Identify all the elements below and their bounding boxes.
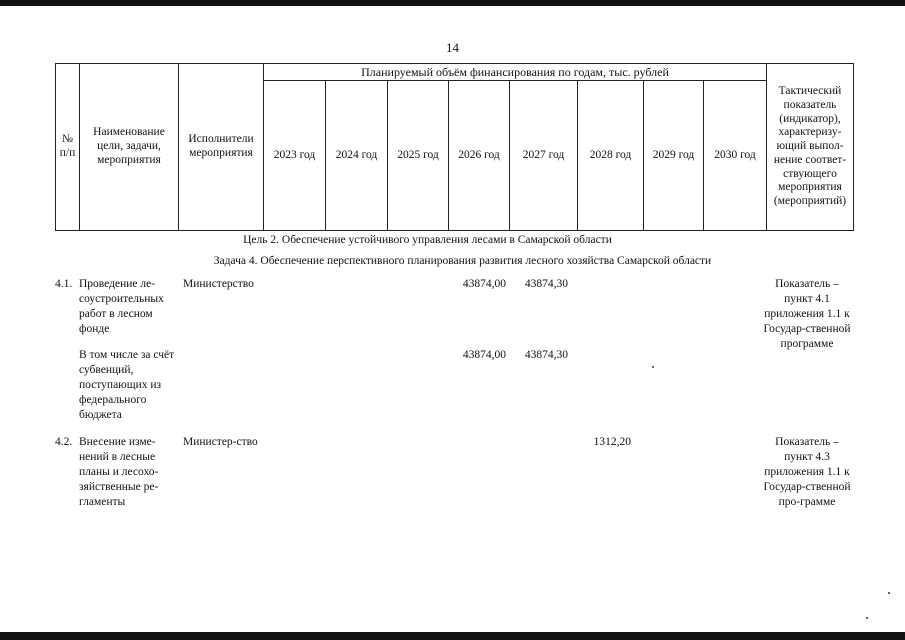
row-subsidies-value-2027: 43874,30: [524, 349, 568, 361]
header-year-2024: 2024 год: [326, 81, 388, 231]
row-4-2-executor: Министер-ство: [183, 436, 258, 448]
header-year-2027: 2027 год: [510, 81, 578, 231]
header-financing: Планируемый объём финансирования по годам, тыс. рублей: [264, 64, 767, 81]
row-4-1-number: 4.1.: [55, 278, 73, 290]
row-4-1-value-2027: 43874,30: [524, 278, 568, 290]
row-4-1-name: Проведение ле-соустроительных работ в лесном фонде: [79, 278, 164, 335]
scan-speck: [652, 366, 654, 368]
page-number: 14: [446, 40, 459, 55]
header-year-2026: 2026 год: [449, 81, 510, 231]
header-year-2025: 2025 год: [388, 81, 449, 231]
header-indicator: Тактический показатель (индикатор), характеризу-ющий выпол-нение соответ-ствующего мероприятия (мероприятий): [767, 64, 854, 231]
scan-border-top: [0, 0, 905, 6]
row-4-2-value-2028: 1312,20: [593, 436, 631, 448]
row-4-1-indicator: Показатель – пункт 4.1 приложения 1.1 к Государ-ственной программе: [763, 278, 851, 350]
header-year-2028: 2028 год: [578, 81, 644, 231]
scan-speck: [866, 617, 868, 619]
row-subsidies-name: В том числе за счёт субвенций, поступающих из федерального бюджета: [79, 349, 175, 421]
header-year-2023: 2023 год: [264, 81, 326, 231]
row-4-2-indicator: Показатель – пункт 4.3 приложения 1.1 к Государ-ственной про-грамме: [763, 436, 851, 508]
header-year-2029: 2029 год: [644, 81, 704, 231]
task-caption: Задача 4. Обеспечение перспективного планирования развития лесного хозяйства Самарской области: [213, 255, 712, 267]
header-year-2030: 2030 год: [704, 81, 767, 231]
row-4-2-name: Внесение изме-нений в лесные планы и лесохо-зяйственные ре-гламенты: [79, 436, 159, 508]
goal-caption: Цель 2. Обеспечение устойчивого управления лесами в Самарской области: [243, 234, 612, 246]
row-4-1-executor: Министерство: [183, 278, 254, 290]
header-executors: Исполнители мероприятия: [179, 64, 264, 231]
row-4-2-number: 4.2.: [55, 436, 73, 448]
scan-speck: [888, 592, 890, 594]
row-4-1-value-2026: 43874,00: [462, 278, 506, 290]
scan-border-bottom: [0, 632, 905, 640]
table-header: [55, 63, 854, 231]
header-name: Наименование цели, задачи, мероприятия: [80, 64, 179, 231]
header-num: № п/п: [56, 64, 80, 231]
row-subsidies-value-2026: 43874,00: [462, 349, 506, 361]
